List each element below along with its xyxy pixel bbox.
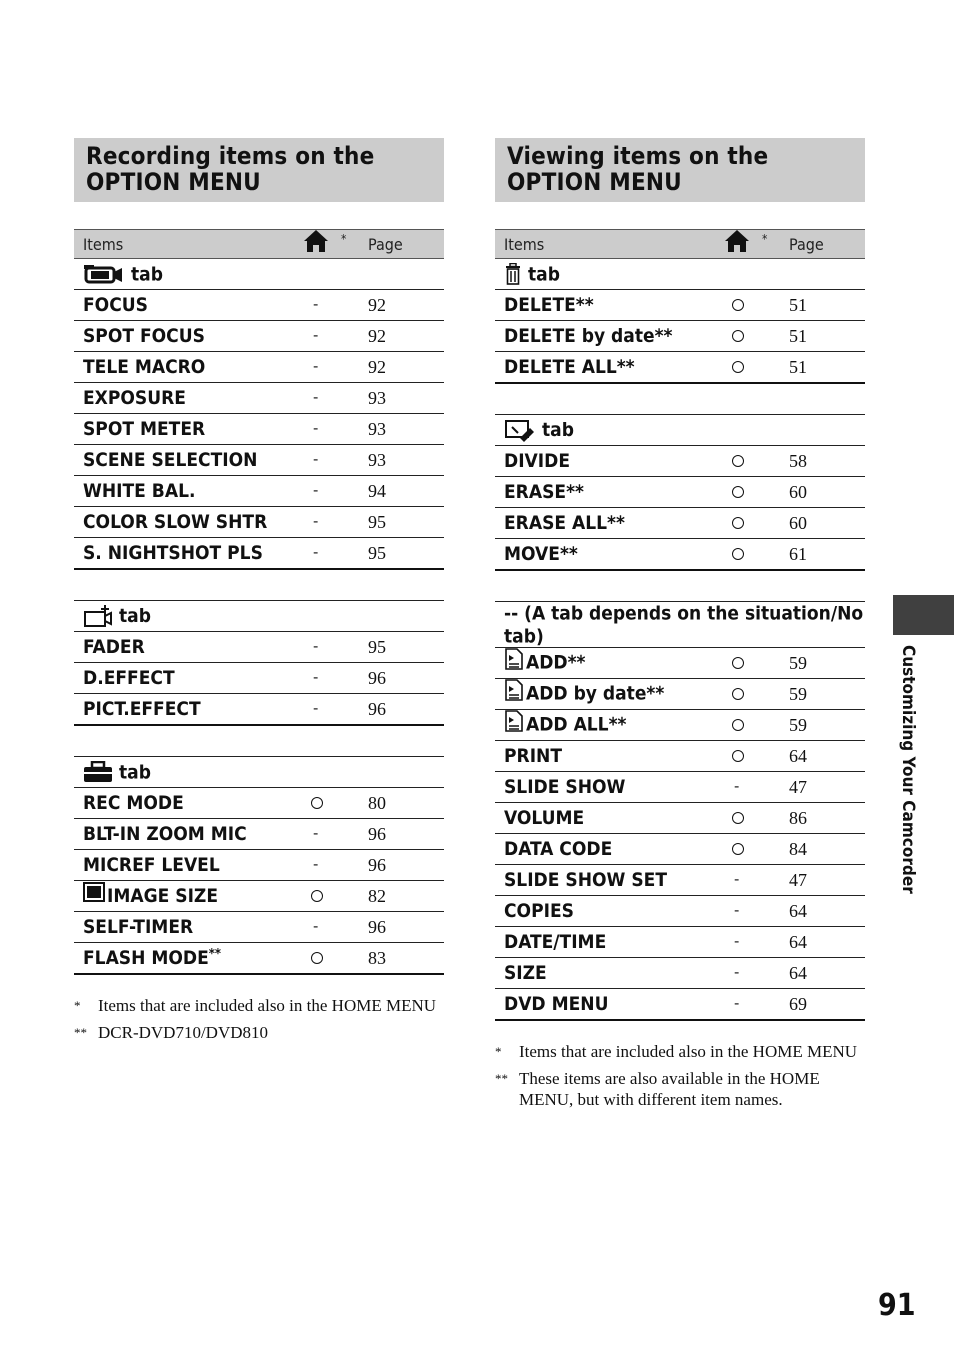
footnote-mark: ** <box>495 1071 508 1086</box>
item-name <box>74 819 299 850</box>
home-available-mark <box>732 517 744 529</box>
item-name <box>495 710 720 741</box>
item-label: DELETE by date** <box>504 325 673 347</box>
home-availability <box>299 943 366 975</box>
tab-label: -- (A tab depends on the situation/No tab) <box>504 602 864 647</box>
table-row <box>495 741 865 772</box>
trash-tab-icon <box>504 263 528 286</box>
page-ref: 64 <box>787 896 865 927</box>
page-ref: 59 <box>787 679 865 710</box>
home-availability <box>299 383 366 414</box>
home-availability <box>720 352 787 384</box>
footnotes <box>74 995 444 1043</box>
table-row <box>495 290 865 321</box>
item-name <box>495 352 720 384</box>
effect-tab-icon <box>83 604 119 628</box>
home-column-header <box>299 230 366 259</box>
item-name <box>74 788 299 819</box>
item-name <box>495 290 720 321</box>
item-name <box>74 850 299 881</box>
home-available-mark <box>732 548 744 560</box>
table-row <box>495 772 865 803</box>
item-label: DVD MENU <box>504 993 609 1015</box>
page-ref: 60 <box>787 477 865 508</box>
home-availability <box>720 446 787 477</box>
home-availability <box>720 803 787 834</box>
viewing-items-section <box>495 138 865 1116</box>
table-row <box>495 989 865 1021</box>
item-name <box>74 538 299 570</box>
tab-label: tab <box>528 263 560 286</box>
page-ref: 60 <box>787 508 865 539</box>
table-row <box>495 648 865 679</box>
item-label: D.EFFECT <box>83 667 175 689</box>
home-available-mark <box>732 688 744 700</box>
page-ref: 92 <box>366 352 444 383</box>
home-star: * <box>762 232 768 246</box>
item-label: FOCUS <box>83 294 148 316</box>
home-column-header <box>720 230 787 259</box>
home-unavailable-mark: - <box>313 856 319 873</box>
page-ref: 95 <box>366 538 444 570</box>
home-availability <box>299 290 366 321</box>
home-available-mark <box>732 299 744 311</box>
home-available-mark <box>311 952 323 964</box>
item-label: SPOT FOCUS <box>83 325 205 347</box>
item-name <box>495 927 720 958</box>
page-ref: 59 <box>787 710 865 741</box>
home-available-mark <box>732 486 744 498</box>
item-label: SLIDE SHOW SET <box>504 869 667 891</box>
table-row <box>74 943 444 975</box>
item-label: COLOR SLOW SHTR <box>83 511 268 533</box>
home-available-mark <box>732 843 744 855</box>
toolbox-tab-icon <box>83 761 119 784</box>
footnote-text: DCR-DVD710/DVD810 <box>98 1023 268 1042</box>
image-size-icon <box>83 882 105 907</box>
home-star: * <box>341 232 347 246</box>
item-label: EXPOSURE <box>83 387 186 409</box>
table-row <box>495 927 865 958</box>
page-ref: 96 <box>366 850 444 881</box>
item-name <box>495 648 720 679</box>
item-label: ADD ALL** <box>526 713 627 736</box>
item-name <box>74 663 299 694</box>
home-available-mark <box>732 330 744 342</box>
home-availability <box>720 989 787 1021</box>
item-name <box>495 741 720 772</box>
item-name <box>495 539 720 571</box>
table-row <box>74 352 444 383</box>
playlist-icon <box>504 648 524 675</box>
home-availability <box>720 896 787 927</box>
item-name <box>495 865 720 896</box>
home-availability <box>299 788 366 819</box>
footnotes <box>495 1041 865 1110</box>
section-title: Viewing items on the OPTION MENU <box>495 138 865 202</box>
table-body <box>495 259 865 1021</box>
page-ref: 80 <box>366 788 444 819</box>
home-unavailable-mark: - <box>313 700 319 717</box>
item-label: SIZE <box>504 962 547 984</box>
home-unavailable-mark: - <box>734 964 740 981</box>
table-row <box>495 958 865 989</box>
home-availability <box>299 819 366 850</box>
footnote-text: These items are also available in the HOME MENU, but with different item names. <box>519 1069 820 1109</box>
home-availability <box>720 865 787 896</box>
spacer-row <box>74 725 444 757</box>
table-header <box>495 230 865 259</box>
home-available-mark <box>732 719 744 731</box>
home-availability <box>299 352 366 383</box>
item-name <box>495 896 720 927</box>
table-row <box>495 352 865 384</box>
footnote-mark: * <box>74 998 81 1013</box>
page-ref: 51 <box>787 290 865 321</box>
home-available-mark <box>732 657 744 669</box>
home-availability <box>720 539 787 571</box>
home-availability <box>720 834 787 865</box>
home-availability <box>299 445 366 476</box>
home-availability <box>720 772 787 803</box>
home-unavailable-mark: - <box>313 544 319 561</box>
home-availability <box>299 632 366 663</box>
item-name <box>495 508 720 539</box>
home-availability <box>299 476 366 507</box>
item-suffix: ** <box>208 947 222 962</box>
home-availability <box>720 927 787 958</box>
page-column-header: Page <box>787 230 865 259</box>
table-row <box>74 912 444 943</box>
page-ref: 93 <box>366 414 444 445</box>
page-ref: 84 <box>787 834 865 865</box>
page-ref: 64 <box>787 927 865 958</box>
home-unavailable-mark: - <box>313 358 319 375</box>
item-name <box>495 772 720 803</box>
home-unavailable-mark: - <box>313 638 319 655</box>
page-ref: 92 <box>366 321 444 352</box>
playlist-icon <box>504 710 524 737</box>
table-header <box>74 230 444 259</box>
item-label: SPOT METER <box>83 418 206 440</box>
footnote-mark: * <box>495 1044 502 1059</box>
home-availability <box>299 321 366 352</box>
spacer-row <box>495 383 865 415</box>
table-row <box>74 321 444 352</box>
item-label: SELF-TIMER <box>83 916 194 938</box>
home-availability <box>299 663 366 694</box>
home-availability <box>299 538 366 570</box>
table-row <box>495 477 865 508</box>
item-label: TELE MACRO <box>83 356 206 378</box>
table-row <box>495 896 865 927</box>
section-title: Recording items on the OPTION MENU <box>74 138 444 202</box>
item-label: DELETE** <box>504 294 594 316</box>
page-ref: 51 <box>787 321 865 352</box>
table-row <box>74 632 444 663</box>
item-label: REC MODE <box>83 792 184 814</box>
page-ref: 93 <box>366 445 444 476</box>
page-ref: 47 <box>787 865 865 896</box>
page-ref: 95 <box>366 507 444 538</box>
home-unavailable-mark: - <box>734 778 740 795</box>
tab-group-header <box>74 757 444 788</box>
table-row <box>495 834 865 865</box>
page-ref: 64 <box>787 958 865 989</box>
item-label: S. NIGHTSHOT PLS <box>83 542 263 564</box>
table-row <box>74 383 444 414</box>
footnote <box>74 995 444 1016</box>
page-ref: 59 <box>787 648 865 679</box>
footnote <box>495 1041 865 1062</box>
item-label: DIVIDE <box>504 450 571 472</box>
tab-group-header <box>495 602 865 648</box>
item-name <box>495 803 720 834</box>
item-name <box>74 445 299 476</box>
tab-group-header <box>495 259 865 290</box>
home-availability <box>299 507 366 538</box>
item-label: VOLUME <box>504 807 585 829</box>
spacer-row <box>74 569 444 601</box>
spacer-row <box>495 570 865 602</box>
home-unavailable-mark: - <box>313 451 319 468</box>
item-name <box>74 694 299 726</box>
home-available-mark <box>311 890 323 902</box>
home-unavailable-mark: - <box>313 669 319 686</box>
recording-items-table <box>74 229 444 975</box>
home-available-mark <box>732 361 744 373</box>
home-availability <box>720 290 787 321</box>
item-label: ADD by date** <box>526 682 665 705</box>
home-unavailable-mark: - <box>734 902 740 919</box>
page-ref: 51 <box>787 352 865 384</box>
page-ref: 93 <box>366 383 444 414</box>
tab-label: tab <box>131 263 163 286</box>
item-label: BLT-IN ZOOM MIC <box>83 823 247 845</box>
home-availability <box>299 881 366 912</box>
home-availability <box>720 477 787 508</box>
home-unavailable-mark: - <box>313 389 319 406</box>
playlist-icon <box>504 679 524 706</box>
footnote-text: Items that are included also in the HOME MENU <box>519 1042 858 1061</box>
item-label: DATA CODE <box>504 838 613 860</box>
footnote <box>495 1068 865 1110</box>
items-column-header: Items <box>74 230 299 259</box>
tab-group-header <box>74 601 444 632</box>
table-row <box>74 507 444 538</box>
page-ref: 96 <box>366 912 444 943</box>
item-label: COPIES <box>504 900 574 922</box>
home-unavailable-mark: - <box>313 513 319 530</box>
table-row <box>74 445 444 476</box>
page-ref: 69 <box>787 989 865 1021</box>
item-name <box>495 958 720 989</box>
home-unavailable-mark: - <box>313 825 319 842</box>
home-availability <box>720 508 787 539</box>
page-ref: 86 <box>787 803 865 834</box>
item-label: FLASH MODE <box>83 947 209 969</box>
home-availability <box>720 648 787 679</box>
recording-items-section <box>74 138 444 1049</box>
home-available-mark <box>732 812 744 824</box>
item-label: IMAGE SIZE <box>107 884 218 907</box>
item-label: DATE/TIME <box>504 931 607 953</box>
footnote-mark: ** <box>74 1025 87 1040</box>
page-number: 91 <box>878 1288 916 1323</box>
home-availability <box>299 850 366 881</box>
page-ref: 61 <box>787 539 865 571</box>
table-row <box>495 710 865 741</box>
page-ref: 47 <box>787 772 865 803</box>
chapter-tab-marker <box>893 595 954 635</box>
home-availability <box>299 694 366 726</box>
page-ref: 96 <box>366 694 444 726</box>
table-row <box>74 476 444 507</box>
item-label: SLIDE SHOW <box>504 776 626 798</box>
item-label: MICREF LEVEL <box>83 854 220 876</box>
home-availability <box>720 958 787 989</box>
table-row <box>495 803 865 834</box>
item-name <box>495 446 720 477</box>
table-row <box>74 850 444 881</box>
item-label: SCENE SELECTION <box>83 449 258 471</box>
table-row <box>495 865 865 896</box>
home-icon <box>303 229 329 257</box>
home-available-mark <box>732 750 744 762</box>
item-label: FADER <box>83 636 145 658</box>
page-ref: 96 <box>366 819 444 850</box>
home-availability <box>720 321 787 352</box>
item-name <box>74 414 299 445</box>
home-unavailable-mark: - <box>734 871 740 888</box>
table-row <box>74 694 444 726</box>
tab-label: tab <box>119 761 151 784</box>
home-availability <box>720 710 787 741</box>
item-name <box>74 321 299 352</box>
page-ref: 96 <box>366 663 444 694</box>
viewing-items-table <box>495 229 865 1021</box>
table-row <box>495 679 865 710</box>
home-availability <box>720 679 787 710</box>
table-row <box>74 881 444 912</box>
item-name <box>74 352 299 383</box>
page-ref: 64 <box>787 741 865 772</box>
home-availability <box>299 414 366 445</box>
item-label: WHITE BAL. <box>83 480 196 502</box>
home-availability <box>720 741 787 772</box>
table-row <box>74 414 444 445</box>
table-row <box>495 539 865 571</box>
page-ref: 94 <box>366 476 444 507</box>
item-label: ADD** <box>526 651 586 674</box>
item-name <box>74 507 299 538</box>
item-name <box>495 834 720 865</box>
item-name <box>74 881 299 912</box>
item-label: DELETE ALL** <box>504 356 635 378</box>
item-name <box>495 679 720 710</box>
home-unavailable-mark: - <box>313 296 319 313</box>
table-row <box>495 446 865 477</box>
item-label: PICT.EFFECT <box>83 698 201 720</box>
page-ref: 95 <box>366 632 444 663</box>
table-row <box>495 321 865 352</box>
chapter-side-label: Customizing Your Camcorder <box>898 645 918 894</box>
item-name <box>74 632 299 663</box>
home-available-mark <box>732 455 744 467</box>
footnote <box>74 1022 444 1043</box>
item-name <box>495 477 720 508</box>
page-ref: 82 <box>366 881 444 912</box>
table-row <box>495 508 865 539</box>
page-ref: 58 <box>787 446 865 477</box>
home-unavailable-mark: - <box>734 995 740 1012</box>
item-label: ERASE** <box>504 481 584 503</box>
item-name <box>74 476 299 507</box>
item-label: MOVE** <box>504 543 578 565</box>
tab-label: tab <box>119 605 151 627</box>
page-ref: 83 <box>366 943 444 975</box>
item-label: PRINT <box>504 745 563 767</box>
page-ref: 92 <box>366 290 444 321</box>
table-row <box>74 538 444 570</box>
home-unavailable-mark: - <box>734 933 740 950</box>
home-unavailable-mark: - <box>313 327 319 344</box>
item-name <box>74 383 299 414</box>
home-icon <box>724 229 750 257</box>
item-label: ERASE ALL** <box>504 512 625 534</box>
tab-label: tab <box>542 419 574 441</box>
item-name <box>74 912 299 943</box>
item-name <box>74 290 299 321</box>
tab-group-header <box>495 415 865 446</box>
home-unavailable-mark: - <box>313 918 319 935</box>
table-body <box>74 259 444 975</box>
item-name <box>495 321 720 352</box>
items-column-header: Items <box>495 230 720 259</box>
tab-group-header <box>74 259 444 290</box>
page-column-header: Page <box>366 230 444 259</box>
table-row <box>74 788 444 819</box>
edit-tab-icon <box>504 418 542 442</box>
home-unavailable-mark: - <box>313 482 319 499</box>
item-name <box>74 943 299 975</box>
table-row <box>74 290 444 321</box>
home-unavailable-mark: - <box>313 420 319 437</box>
home-availability <box>299 912 366 943</box>
footnote-text: Items that are included also in the HOME MENU <box>98 996 437 1015</box>
table-row <box>74 819 444 850</box>
home-available-mark <box>311 797 323 809</box>
item-name <box>495 989 720 1021</box>
camera-tab-icon <box>83 263 131 286</box>
table-row <box>74 663 444 694</box>
